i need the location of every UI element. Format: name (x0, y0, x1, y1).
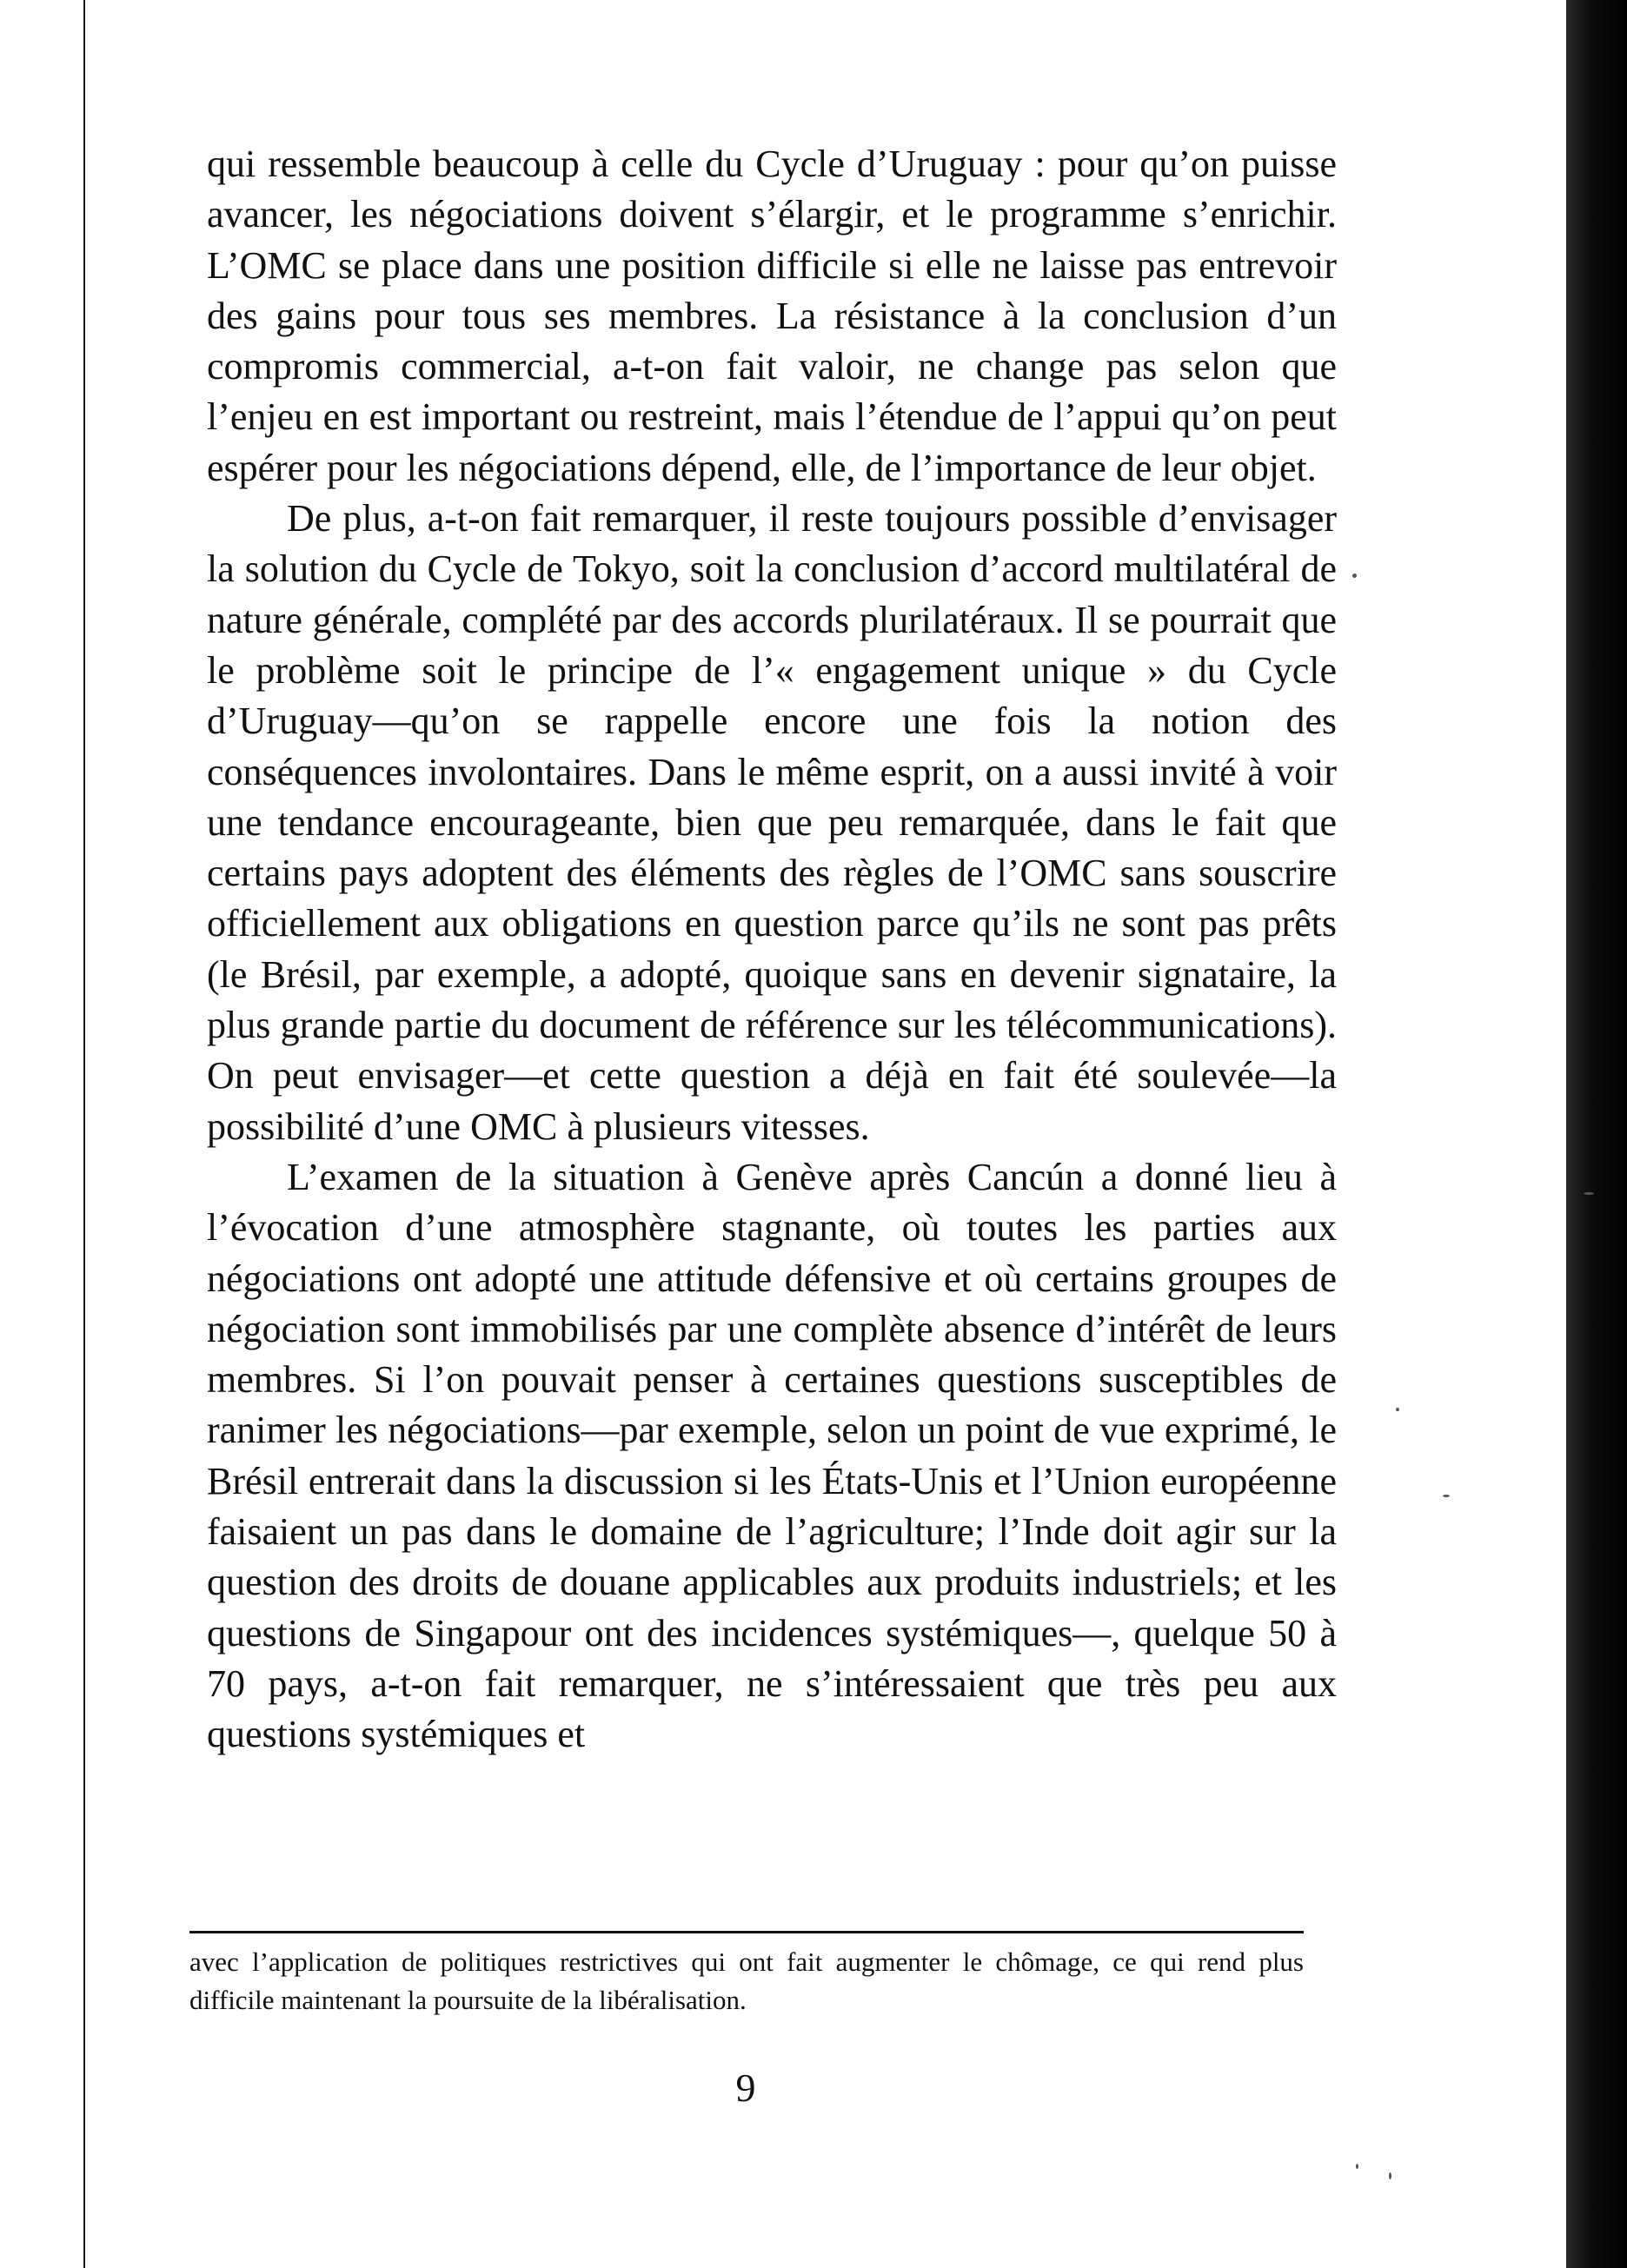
paragraph-2: De plus, a-t-on fait remarquer, il reste toujours possible d’envisager la solution du Cycle de Tokyo, soit la conclusion d’accord multilatéral de nature générale, complété par des accords plurilatéraux. Il se pourrait que le problème soit le principe de l’« engagement unique » du Cycle d’Uruguay—qu’on se rappelle encore une fois la notion des conséquences involontaires. Dans le même esprit, on a aussi invité à voir une tendance encourageante, bien que peu remarquée, dans le fait que certains pays adoptent des éléments des règles de l’OMC sans souscrire officiellement aux obligations en question parce qu’ils ne sont pas prêts (le Brésil, par exemple, a adopté, quoique sans en devenir signataire, la plus grande partie du document de référence sur les télécommunications). On peut envisager—et cette question a déjà en fait été soulevée—la possibilité d’une OMC à plusieurs vitesses. (207, 497, 1337, 1148)
scanner-edge (1566, 0, 1627, 2268)
footnote: avec l’application de politiques restrictives qui ont fait augmenter le chômage, ce qui rend plus difficile maintenant la poursuite de la libéralisation. (189, 1946, 1304, 2015)
body-text (207, 139, 1337, 1761)
scan-speck (1443, 1495, 1450, 1497)
paragraph-1: qui ressemble beaucoup à celle du Cycle d’Uruguay : pour qu’on puisse avancer, les négociations doivent s’élargir, et le programme s’enrichir. L’OMC se place dans une position difficile si elle ne laisse pas entrevoir des gains pour tous ses membres. La résistance à la conclusion d’un compromis commercial, a-t-on fait valoir, ne change pas selon que l’enjeu en est important ou restreint, mais l’étendue de l’appui qu’on peut espérer pour les négociations dépend, elle, de l’importance de leur objet. (207, 143, 1337, 489)
binding-edge (83, 0, 85, 2268)
footnote-separator (189, 1931, 1304, 1933)
scan-speck (1389, 2172, 1391, 2179)
scan-speck (1356, 2164, 1358, 2169)
scan-speck (1352, 574, 1357, 578)
scan-speck (1584, 1192, 1594, 1195)
page-number: 9 (735, 2066, 756, 2110)
scan-speck (1396, 1408, 1399, 1411)
paragraph-3: L’examen de la situation à Genève après Cancún a donné lieu à l’évocation d’une atmosphère stagnante, où toutes les parties aux négociations ont adopté une attitude défensive et où certains groupes de négociation sont immobilisés par une complète absence d’intérêt de leurs membres. Si l’on pouvait penser à certaines questions susceptibles de ranimer les négociations—par exemple, selon un point de vue exprimé, le Brésil entrerait dans la discussion si les États-Unis et l’Union européenne faisaient un pas dans le domaine de l’agriculture; l’Inde doit agir sur la question des droits de douane applicables aux produits industriels; et les questions de Singapour ont des incidences systémiques—, quelque 50 à 70 pays, a-t-on fait remarquer, ne s’intéressaient que très peu aux questions systémiques et (207, 1155, 1337, 1756)
